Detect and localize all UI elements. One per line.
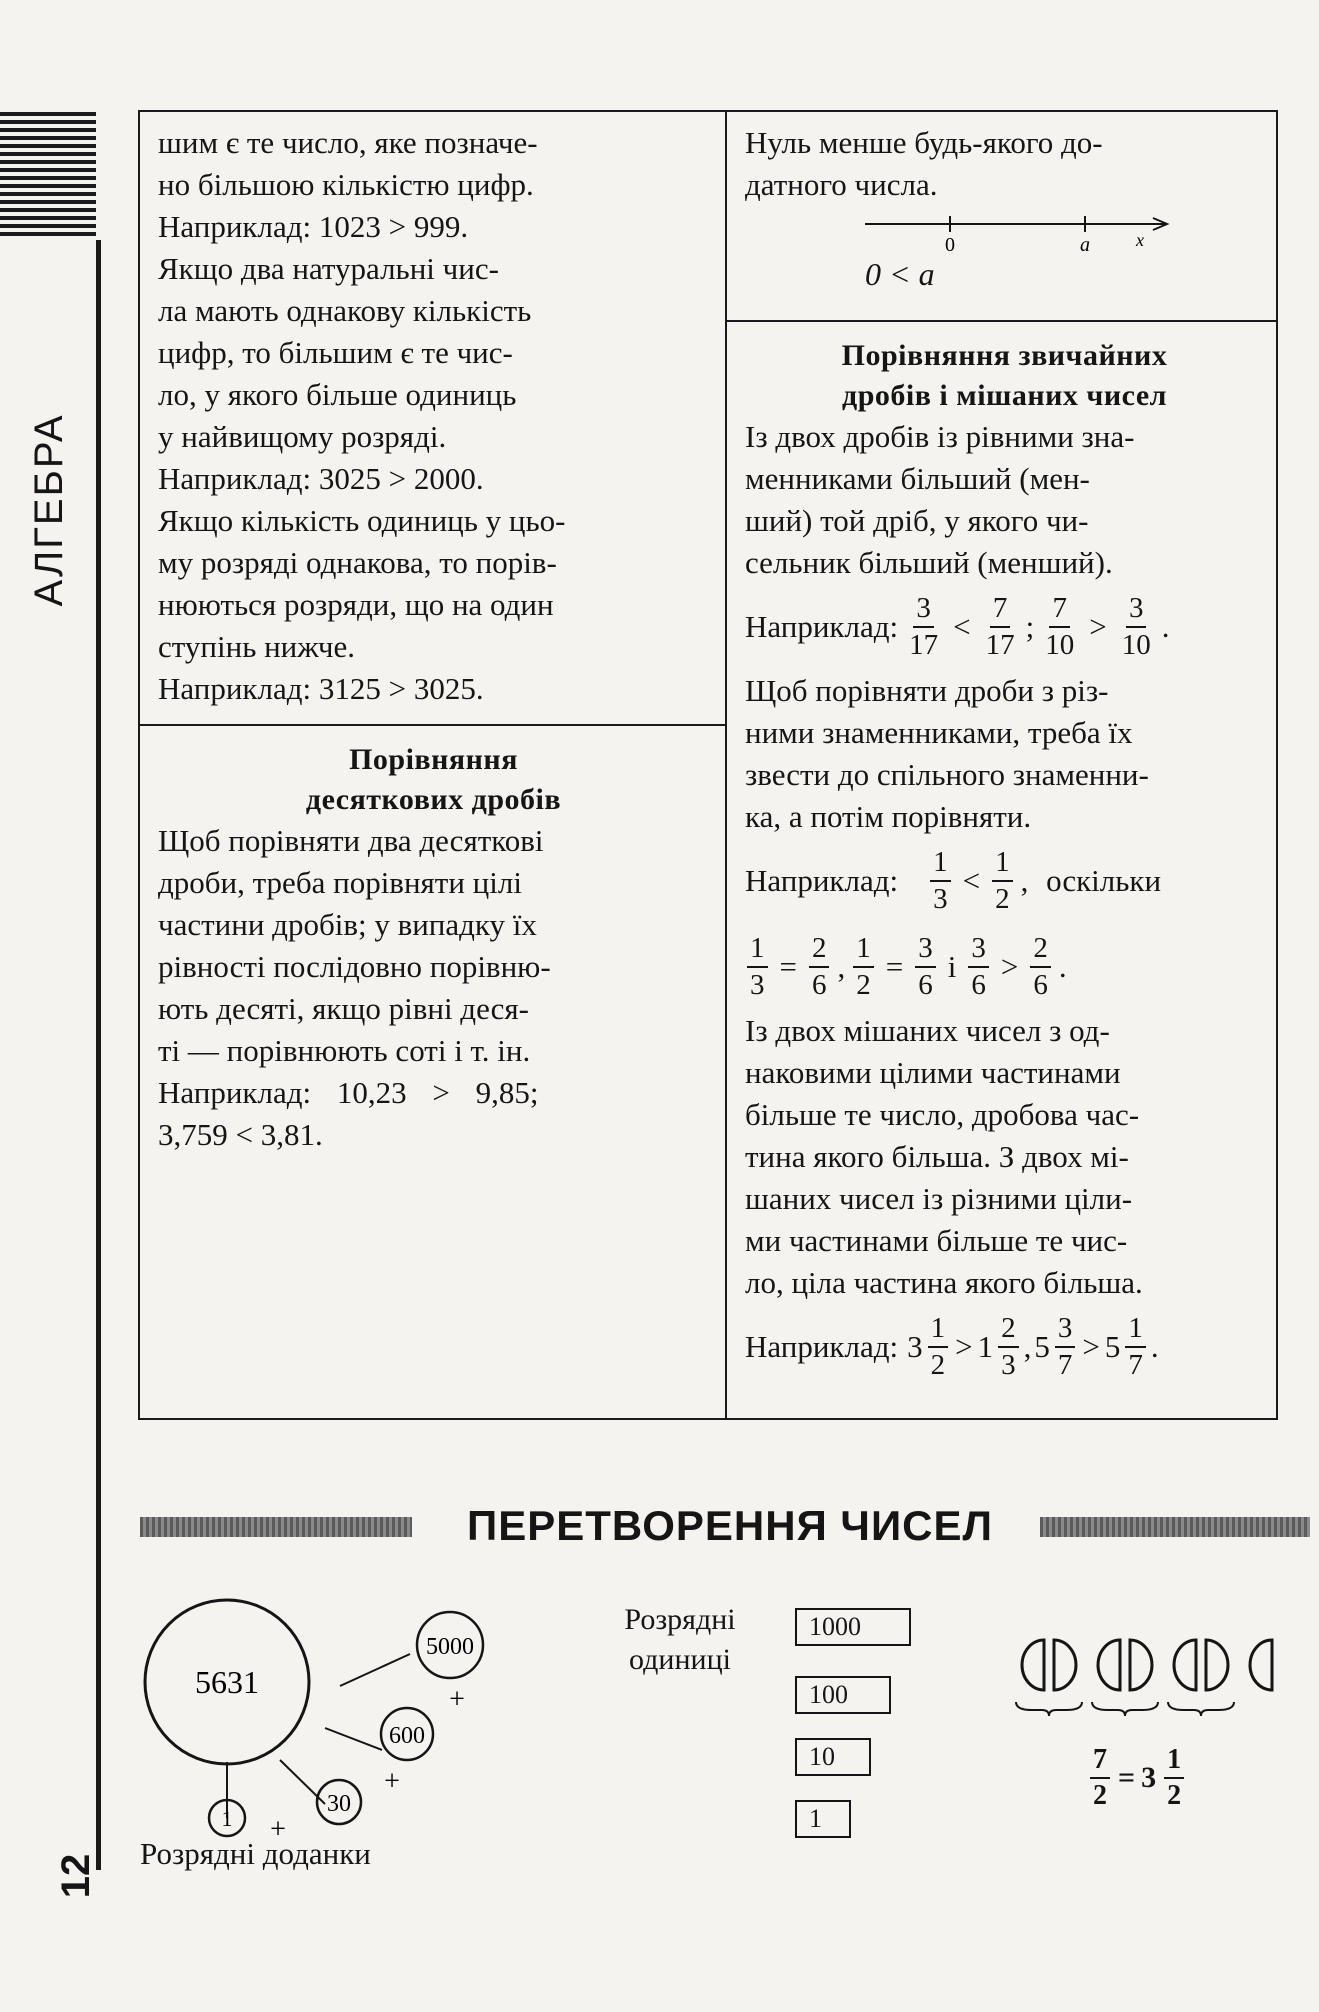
text-line: Наприклад: 1023 > 999.: [158, 209, 469, 244]
plus-sign: +: [384, 1766, 400, 1797]
separator: ,: [1023, 1329, 1032, 1364]
text-line: цифр, то більшим є те чис-: [158, 335, 513, 370]
numerator: 3: [1126, 594, 1147, 628]
period: .: [1058, 949, 1067, 984]
text-line: у найвищому розряді.: [158, 419, 447, 454]
half-circle-left: [1022, 1640, 1044, 1690]
denominator: 6: [971, 969, 986, 1001]
numerator: 7: [1090, 1746, 1110, 1779]
halves-equation: [1088, 1746, 1186, 1810]
heading-line: десяткових дробів: [305, 783, 562, 816]
heading-line: Порівняння звичайних: [841, 339, 1168, 372]
whole-part: 3: [1141, 1761, 1157, 1794]
period: .: [1150, 1329, 1159, 1364]
units-label-line: одиниці: [629, 1643, 731, 1676]
text-line: ті — порівнюють соті і т. ін.: [158, 1033, 531, 1068]
text-line: шим є те число, яке позначе-: [158, 125, 538, 160]
fraction: [915, 934, 936, 1000]
text-line: ла мають однакову кількість: [158, 293, 532, 328]
axis-label-zero: 0: [945, 234, 955, 256]
denominator: 6: [1033, 969, 1048, 1001]
brace: [1016, 1702, 1082, 1716]
title-bar-right: [1040, 1517, 1310, 1537]
axis-label-a: a: [1080, 234, 1090, 256]
text-line: шаних чисел із різними ціли-: [745, 1181, 1133, 1216]
numerator: 2: [998, 1314, 1019, 1348]
example-mixed-numbers: [745, 1304, 1264, 1390]
fraction: [930, 848, 951, 914]
numerator: 1: [747, 934, 768, 968]
operator: >: [1082, 1329, 1100, 1364]
cell-decimal-fractions: [140, 726, 725, 1418]
separator: ,: [837, 949, 846, 984]
example-label: Наприклад:: [745, 609, 899, 644]
part-value: 1: [221, 1806, 233, 1831]
fraction: [1042, 594, 1077, 660]
numerator: 1: [1125, 1314, 1146, 1348]
fraction: [747, 934, 768, 1000]
text-line: Із двох дробів із рівними зна-: [745, 419, 1135, 454]
text-line: ють десяті, якщо рівні деся-: [158, 991, 529, 1026]
text-line: Щоб порівняти два десяткові: [158, 823, 544, 858]
example-common-denominator: [745, 924, 1264, 1010]
page-number: 12: [54, 1853, 98, 1899]
denominator: 3: [933, 883, 948, 915]
text-line: но більшою кількістю цифр.: [158, 167, 534, 202]
text-line: нюються розряди, що на один: [158, 587, 554, 622]
whole-part: 3: [907, 1329, 923, 1364]
text-line: наковими цілими частинами: [745, 1055, 1121, 1090]
heading-line: дробів і мішаних чисел: [842, 379, 1167, 412]
text-line: Із двох мішаних чисел з од-: [745, 1013, 1110, 1048]
half-circle-left: [1174, 1640, 1196, 1690]
text-line: Щоб порівняти дроби з різ-: [745, 673, 1109, 708]
numerator: 1: [1164, 1746, 1184, 1779]
fraction: [1030, 934, 1051, 1000]
fraction: [968, 934, 989, 1000]
text-line: ло, ціла частина якого більша.: [745, 1265, 1143, 1300]
denominator: 6: [918, 969, 933, 1001]
example-different-denominators: [745, 838, 1264, 924]
connector: [340, 1654, 410, 1686]
plus-sign: +: [270, 1814, 286, 1840]
example-label: Наприклад:: [745, 863, 899, 898]
numerator: 2: [1030, 934, 1051, 968]
fraction: [809, 934, 830, 1000]
text-line: датного числа.: [745, 167, 938, 202]
whole-part: 5: [1104, 1329, 1121, 1364]
title-bar-left: [140, 1517, 412, 1537]
text-line: Якщо два натуральні чис-: [158, 251, 499, 286]
text-line: рівності послідовно порівню-: [158, 949, 551, 984]
text-line: ло, у якого більше одиниць: [158, 377, 517, 412]
fraction: [1164, 1746, 1184, 1810]
unit-box: 1000: [795, 1608, 911, 1646]
unit-box: 10: [795, 1738, 871, 1776]
brace: [1168, 1702, 1234, 1716]
text-line: му розряді однакова, то порів-: [158, 545, 557, 580]
fraction: [998, 1314, 1019, 1380]
brace: [1092, 1702, 1158, 1716]
half-circle-left: [1098, 1640, 1120, 1690]
operator: >: [955, 1329, 973, 1364]
text-line: ший) той дріб, у якого чи-: [745, 503, 1089, 538]
operator: >: [1000, 949, 1019, 984]
connector: [325, 1728, 382, 1750]
text-line: Наприклад: 3125 > 3025.: [158, 671, 484, 706]
units-label-line: Розрядні: [624, 1603, 736, 1636]
rules-table: [138, 110, 1278, 1420]
denominator: 7: [1128, 1349, 1143, 1381]
half-circle-left: [1250, 1640, 1272, 1690]
units-label: [590, 1600, 770, 1680]
text-line: 3,759 < 3,81.: [158, 1117, 323, 1152]
section-label: АЛГЕБРА: [27, 413, 71, 607]
operator: =: [885, 949, 904, 984]
fraction: [1125, 1314, 1146, 1380]
text-line: звести до спільного знаменни-: [745, 757, 1149, 792]
fraction: [928, 1314, 949, 1380]
text-line: менниками більший (мен-: [745, 461, 1090, 496]
fraction: [1119, 594, 1154, 660]
operator: =: [1118, 1761, 1136, 1794]
text-line: ми частинами більше те чис-: [745, 1223, 1128, 1258]
whole-part: 1: [977, 1329, 994, 1364]
example-equal-denominators: [745, 584, 1264, 670]
separator: ;: [1025, 609, 1035, 644]
numerator: 3: [1055, 1314, 1076, 1348]
text-line: сельник більший (менший).: [745, 545, 1113, 580]
cell-zero-rule: [727, 112, 1278, 320]
denominator: 2: [995, 883, 1010, 915]
conjunction: і: [947, 949, 957, 984]
axis-label-x: x: [1136, 230, 1144, 250]
part-value: 600: [389, 1723, 425, 1749]
halves-illustration: [1010, 1630, 1310, 1730]
numerator: 1: [928, 1314, 949, 1348]
because-text: , оскільки: [1020, 863, 1162, 898]
part-value: 5000: [426, 1634, 474, 1660]
text-line: Наприклад: 3025 > 2000.: [158, 461, 484, 496]
operator: <: [953, 609, 971, 644]
part-value: 30: [327, 1791, 351, 1817]
number-value: 5631: [195, 1664, 259, 1700]
fraction: [983, 594, 1018, 660]
margin-rule: [96, 240, 101, 1870]
text-line: більше те число, дробова час-: [745, 1097, 1140, 1132]
section-title: ПЕРЕТВОРЕННЯ ЧИСЕЛ: [467, 1502, 993, 1549]
text-line: дроби, треба порівняти цілі: [158, 865, 522, 900]
period: .: [1161, 609, 1170, 644]
numerator: 1: [992, 848, 1013, 882]
denominator: 6: [811, 969, 827, 1001]
denominator: 10: [1045, 629, 1075, 661]
denominator: 17: [985, 629, 1015, 661]
numerator: 3: [968, 934, 989, 968]
numerator: 1: [853, 934, 874, 968]
half-circle-right: [1130, 1640, 1152, 1690]
numerator: 3: [913, 594, 934, 628]
operator: <: [962, 863, 981, 898]
inequality: 0 < a: [865, 256, 935, 292]
denominator: 2: [856, 969, 871, 1001]
text-line: ними знаменниками, треба їх: [745, 715, 1133, 750]
half-circle-right: [1054, 1640, 1076, 1690]
heading-line: Порівняння: [349, 743, 518, 776]
denominator: 10: [1121, 629, 1151, 661]
plus-sign: +: [449, 1684, 465, 1715]
text-line: ка, а потім порівняти.: [745, 799, 1032, 834]
fraction: [1055, 1314, 1076, 1380]
numerator: 3: [915, 934, 936, 968]
denominator: 7: [1057, 1349, 1073, 1381]
text-line: тина якого більша. З двох мі-: [745, 1139, 1129, 1174]
whole-part: 5: [1034, 1329, 1050, 1364]
denominator: 2: [930, 1349, 946, 1381]
example-label: Наприклад:: [745, 1329, 899, 1364]
numerator: 7: [1049, 594, 1070, 628]
unit-box: 1: [795, 1800, 851, 1838]
operator: >: [1089, 609, 1107, 644]
fraction: [906, 594, 941, 660]
text-line: ступінь нижче.: [158, 629, 356, 664]
place-value-diagram: [130, 1590, 530, 1840]
cell-common-fractions: [727, 322, 1278, 1418]
operator: =: [779, 949, 797, 984]
denominator: 3: [750, 969, 765, 1001]
number-line: [745, 206, 1265, 256]
half-circle-right: [1206, 1640, 1228, 1690]
fraction: [992, 848, 1013, 914]
text-line: Якщо кількість одиниць у цьо-: [158, 503, 566, 538]
fraction: [853, 934, 874, 1000]
denominator: 3: [1001, 1349, 1016, 1381]
denominator: 2: [1093, 1780, 1107, 1811]
denominator: 17: [909, 629, 939, 661]
addends-caption: Розрядні доданки: [140, 1836, 371, 1871]
numerator: 1: [930, 848, 951, 882]
unit-box: 100: [795, 1676, 891, 1714]
fraction: [1090, 1746, 1110, 1810]
text-line: частини дробів; у випадку їх: [158, 907, 537, 942]
margin-stripes: [0, 112, 96, 240]
text-line: Нуль менше будь-якого до-: [745, 125, 1103, 160]
numerator: 7: [990, 594, 1011, 628]
cell-natural-numbers: [140, 112, 725, 724]
text-line: Наприклад: 10,23 > 9,85;: [158, 1075, 539, 1110]
numerator: 2: [809, 934, 830, 968]
denominator: 2: [1167, 1780, 1182, 1811]
